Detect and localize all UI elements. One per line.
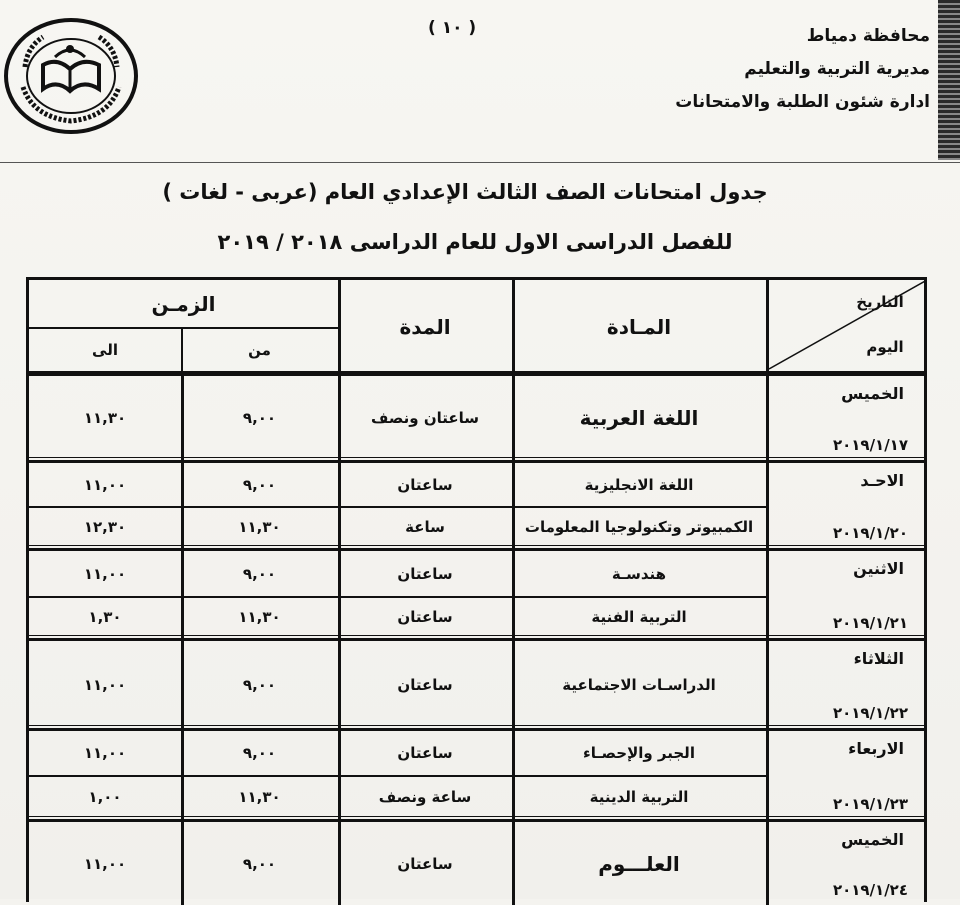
end-time-cell: ١١,٠٠ xyxy=(83,475,127,494)
binder-edge xyxy=(938,0,960,160)
exam-date: ٢٠١٩/١/٢٤ xyxy=(832,881,908,899)
end-time-cell: ١١,٠٠ xyxy=(83,744,127,762)
start-time-cell: ٩,٠٠ xyxy=(242,475,277,494)
end-time-cell: ١١,٠٠ xyxy=(83,854,127,873)
start-time-cell: ١١,٣٠ xyxy=(238,518,281,536)
day-cell xyxy=(766,641,924,728)
end-time-cell: ١٢,٣٠ xyxy=(83,518,127,536)
subject-cell: اللغة الانجليزية xyxy=(584,475,694,494)
group-double-line xyxy=(29,457,924,458)
letterhead xyxy=(675,20,930,119)
end-time-cell: ١١,٠٠ xyxy=(83,564,127,583)
day-cell xyxy=(766,551,924,638)
duration-cell: ساعة xyxy=(405,518,445,536)
day-cell xyxy=(766,463,924,548)
exam-date: ٢٠١٩/١/٢١ xyxy=(832,614,908,632)
duration-cell: ساعتان xyxy=(397,854,453,873)
end-time-cell: ١١,٠٠ xyxy=(83,675,127,694)
subject-cell: هندسـة xyxy=(611,564,667,583)
subject-cell: الدراسـات الاجتماعية xyxy=(562,675,716,694)
header-date: التاريخ xyxy=(856,293,904,311)
exam-date: ٢٠١٩/١/٢٠ xyxy=(832,524,908,542)
day-name: الاحـد xyxy=(860,471,904,490)
day-name: الخميس xyxy=(841,830,904,849)
schedule-subtitle: للفصل الدراسى الاول للعام الدراسى ٢٠١٨ / ٢٠١٩ xyxy=(217,230,733,254)
exam-date: ٢٠١٩/١/١٧ xyxy=(832,436,908,454)
subject-cell: الكمبيوتر وتكنولوجيا المعلومات xyxy=(524,518,754,536)
department-name: ادارة شئون الطلبة والامتحانات xyxy=(675,92,930,112)
header-to: الى xyxy=(92,341,118,359)
start-time-cell: ٩,٠٠ xyxy=(242,409,277,427)
day-cell xyxy=(766,731,924,819)
header-subject: المـادة xyxy=(606,314,672,339)
duration-cell: ساعة ونصف xyxy=(378,788,472,806)
duration-cell: ساعتان ونصف xyxy=(371,409,480,427)
day-name: الخميس xyxy=(841,384,904,403)
group-double-line xyxy=(29,816,924,817)
day-name: الاثنين xyxy=(853,559,904,578)
start-time-cell: ٩,٠٠ xyxy=(242,744,277,762)
schedule-title: جدول امتحانات الصف الثالث الإعدادي العام (عربى - لغات ) xyxy=(162,180,768,204)
page-number: ( ١٠ ) xyxy=(428,18,477,38)
exam-date: ٢٠١٩/١/٢٢ xyxy=(832,704,908,722)
subject-cell: الجبر والإحصـاء xyxy=(583,744,695,762)
header-from: من xyxy=(248,341,271,359)
start-time-cell: ١١,٣٠ xyxy=(238,788,281,806)
directorate-seal-icon xyxy=(3,17,139,135)
end-time-cell: ١,٠٠ xyxy=(88,788,122,806)
day-name: الاربعاء xyxy=(848,739,904,758)
header-day: اليوم xyxy=(866,338,904,356)
duration-cell: ساعتان xyxy=(397,744,453,762)
header-divider xyxy=(0,162,960,163)
day-cell xyxy=(766,376,924,460)
group-double-line xyxy=(29,635,924,636)
end-time-cell: ١,٣٠ xyxy=(88,608,122,626)
day-name: الثلاثاء xyxy=(853,649,904,668)
directorate-name: مديرية التربية والتعليم xyxy=(744,59,930,79)
start-time-cell: ٩,٠٠ xyxy=(242,564,277,583)
header-duration: المدة xyxy=(399,314,451,339)
group-double-line xyxy=(29,545,924,546)
start-time-cell: ١١,٣٠ xyxy=(238,608,281,626)
start-time-cell: ٩,٠٠ xyxy=(242,854,277,873)
group-double-line xyxy=(29,725,924,726)
subject-cell: العلـــوم xyxy=(598,851,680,876)
header-time: الزمـن xyxy=(151,291,216,316)
duration-cell: ساعتان xyxy=(397,675,453,694)
duration-cell: ساعتان xyxy=(397,564,453,583)
start-time-cell: ٩,٠٠ xyxy=(242,675,277,694)
duration-cell: ساعتان xyxy=(397,475,453,494)
subject-cell: اللغة العربية xyxy=(579,406,699,430)
subject-cell: التربية الدينية xyxy=(589,788,689,806)
duration-cell: ساعتان xyxy=(397,608,453,626)
day-cell xyxy=(766,822,924,905)
exam-schedule-table xyxy=(26,277,927,902)
exam-date: ٢٠١٩/١/٢٣ xyxy=(832,795,908,813)
governorate-name: محافظة دمياط xyxy=(806,26,930,46)
subject-cell: التربية الفنية xyxy=(591,608,687,626)
end-time-cell: ١١,٣٠ xyxy=(83,409,127,427)
